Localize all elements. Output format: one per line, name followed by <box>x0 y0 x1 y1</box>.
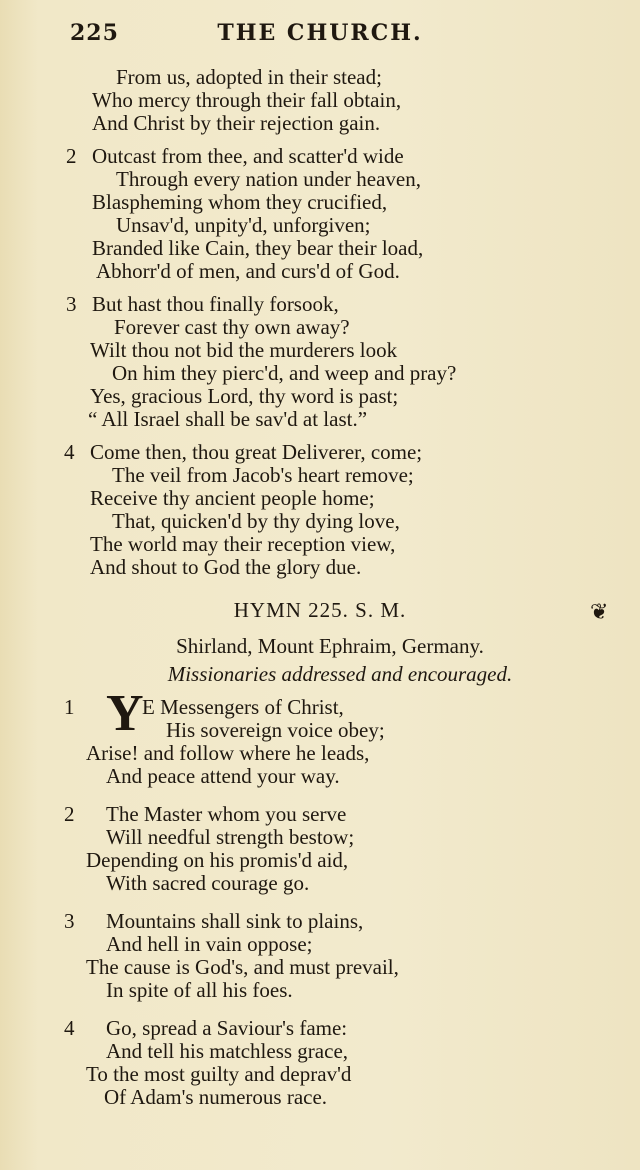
poem-line: The veil from Jacob's heart remove; <box>112 463 414 487</box>
hymn-tunes: Shirland, Mount Ephraim, Germany. <box>176 634 484 658</box>
poem-line: Blaspheming whom they crucified, <box>92 190 388 214</box>
poem-line: And tell his matchless grace, <box>106 1039 349 1063</box>
fleuron-ornament: ❦ <box>590 600 609 625</box>
poem-line: From us, adopted in their stead; <box>116 65 382 89</box>
hymn-subject: Missionaries addressed and encouraged. <box>167 662 513 686</box>
verse-number: 2 <box>64 802 75 826</box>
poem-line: Mountains shall sink to plains, <box>106 909 364 933</box>
page-header <box>0 18 640 50</box>
poem-line: In spite of all his foes. <box>106 978 293 1002</box>
drop-cap: Y <box>106 685 144 742</box>
verse-number: 1 <box>64 695 75 719</box>
poem-line: Receive thy ancient people home; <box>90 486 375 510</box>
page-number: 225 <box>70 20 119 46</box>
poem-line: And hell in vain oppose; <box>106 932 313 956</box>
verse-number: 4 <box>64 1016 75 1040</box>
verse-number: 4 <box>64 440 75 464</box>
poem-line: E Messengers of Christ, <box>142 695 344 719</box>
poem-line: Yes, gracious Lord, thy word is past; <box>90 384 399 408</box>
poem-line: That, quicken'd by thy dying love, <box>112 509 400 533</box>
running-head: THE CHURCH. <box>217 20 423 46</box>
poem-line: Through every nation under heaven, <box>116 167 421 191</box>
poem-line: Of Adam's numerous race. <box>104 1085 328 1109</box>
poem-line: Branded like Cain, they bear their load, <box>92 236 424 260</box>
poem-line: The cause is God's, and must prevail, <box>86 955 399 979</box>
poem-line: Unsav'd, unpity'd, unforgiven; <box>116 213 371 237</box>
poem-line: On him they pierc'd, and weep and pray? <box>112 361 457 385</box>
verse-number: 3 <box>64 909 75 933</box>
poem-line: The Master whom you serve <box>106 802 347 826</box>
verse-number: 2 <box>66 144 77 168</box>
poem-line: And Christ by their rejection gain. <box>92 111 381 135</box>
poem-line: With sacred courage go. <box>106 871 310 895</box>
poem-line: The world may their reception view, <box>90 532 396 556</box>
hymn-title: HYMN 225. S. M. <box>233 598 407 622</box>
poem-line: To the most guilty and deprav'd <box>86 1062 352 1086</box>
poem-line: His sovereign voice obey; <box>166 718 385 742</box>
poem-line: Abhorr'd of men, and curs'd of God. <box>96 259 400 283</box>
poem-line: And peace attend your way. <box>106 764 340 788</box>
poem-line: Depending on his promis'd aid, <box>86 848 349 872</box>
verse-number: 3 <box>66 292 77 316</box>
poem-line: Outcast from thee, and scatter'd wide <box>92 144 404 168</box>
poem-line: Wilt thou not bid the murderers look <box>90 338 398 362</box>
poem-line: But hast thou finally forsook, <box>92 292 339 316</box>
poem-line: Come then, thou great Deliverer, come; <box>90 440 423 464</box>
poem-line: And shout to God the glory due. <box>90 555 362 579</box>
poem-line: “ All Israel shall be sav'd at last.” <box>88 407 368 431</box>
poem-line: Go, spread a Saviour's fame: <box>106 1016 348 1040</box>
poem-line: Will needful strength bestow; <box>106 825 355 849</box>
poem-line: Who mercy through their fall obtain, <box>92 88 402 112</box>
poem-line: Forever cast thy own away? <box>114 315 350 339</box>
poem-line: Arise! and follow where he leads, <box>86 741 370 765</box>
